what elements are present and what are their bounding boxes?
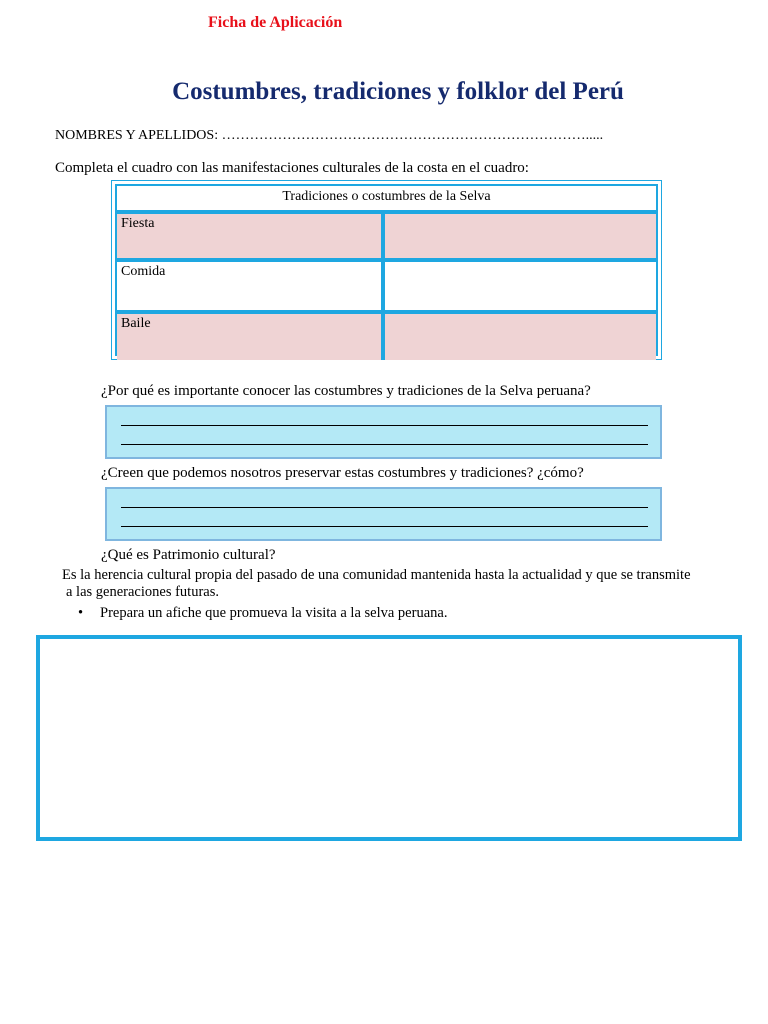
answer-line <box>121 526 648 527</box>
question-preserve: ¿Creen que podemos nosotros preservar estas costumbres y tradiciones? ¿cómo? <box>101 465 584 481</box>
table-row <box>117 310 656 360</box>
answer-line <box>121 425 648 426</box>
bullet-text: Prepara un afiche que promueva la visita a la selva peruana. <box>100 605 448 621</box>
row-label-fiesta: Fiesta <box>117 214 385 258</box>
answer-cell-baile[interactable] <box>385 314 656 360</box>
question-heritage: ¿Qué es Patrimonio cultural? <box>101 547 276 563</box>
heritage-definition <box>62 567 752 601</box>
list-item <box>78 605 447 622</box>
table-row <box>117 210 656 258</box>
table-instruction: Completa el cuadro con las manifestaciones culturales de la costa en el cuadro: <box>55 160 529 176</box>
worksheet-header-label: Ficha de Aplicación <box>208 14 343 31</box>
answer-line <box>121 507 648 508</box>
name-field-dots: ……………………………………………………………………..... <box>221 128 604 143</box>
page-title: Costumbres, tradiciones y folklor del Perú <box>172 78 624 105</box>
question-importance: ¿Por qué es importante conocer las costumbres y tradiciones de la Selva peruana? <box>101 383 591 399</box>
poster-drawing-box[interactable] <box>36 635 742 841</box>
name-field[interactable] <box>55 128 603 144</box>
table-row <box>117 258 656 310</box>
row-label-baile: Baile <box>117 314 385 360</box>
answer-cell-comida[interactable] <box>385 262 656 310</box>
answer-box-preserve[interactable] <box>105 487 662 541</box>
answer-line <box>121 444 648 445</box>
bullet-marker: • <box>78 605 84 621</box>
name-field-label: NOMBRES Y APELLIDOS: <box>55 128 219 143</box>
table-header: Tradiciones o costumbres de la Selva <box>282 189 491 204</box>
answer-box-importance[interactable] <box>105 405 662 459</box>
answer-cell-fiesta[interactable] <box>385 214 656 258</box>
culture-table <box>111 180 662 360</box>
row-label-comida: Comida <box>117 262 385 310</box>
definition-line-1: Es la herencia cultural propia del pasado de una comunidad mantenida hasta la actualidad y que se transmite <box>62 567 691 583</box>
definition-line-2: a las generaciones futuras. <box>66 584 219 600</box>
